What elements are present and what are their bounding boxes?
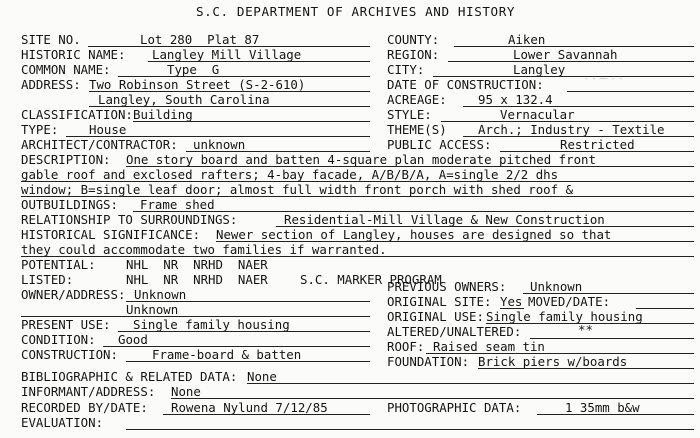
architect-value: unknown: [193, 137, 246, 152]
listed-options: NHL NR NRHD NAER: [126, 272, 268, 287]
moved-date-underline: [636, 308, 694, 309]
date-of-construction-label: DATE OF CONSTRUCTION:: [387, 77, 544, 92]
recorded-by-label: RECORDED BY/DATE:: [21, 400, 148, 415]
construction-label: CONSTRUCTION:: [21, 347, 118, 362]
owner-line1: Unknown: [134, 287, 187, 302]
historic-name-label: HISTORIC NAME:: [21, 47, 126, 62]
address-label: ADDRESS:: [21, 77, 81, 92]
site-no-value: Lot 280 Plat 87: [140, 32, 260, 47]
bibliographic-label: BIBLIOGRAPHIC & RELATED DATA:: [21, 369, 238, 384]
historical-significance-line2-underline: [21, 256, 694, 257]
evaluation-label: EVALUATION:: [21, 415, 104, 430]
date-of-construction-underline: [567, 91, 694, 92]
faint-pencil-mark: - - ~~ - -: [584, 74, 623, 83]
listed-label: LISTED:: [21, 272, 74, 287]
roof-value: Raised seam tin: [433, 339, 545, 354]
classification-label: CLASSIFICATION:: [21, 107, 133, 122]
foundation-value: Brick piers w/boards: [478, 354, 628, 369]
photographic-data-underline: [537, 414, 694, 415]
description-line3-underline: [21, 196, 694, 197]
bibliographic-underline: [247, 383, 694, 384]
photographic-data-value: 1 35mm b&w: [565, 400, 640, 415]
county-value: Aiken: [508, 32, 546, 47]
construction-value: Frame-board & batten: [152, 347, 302, 362]
city-value: Langley: [513, 62, 566, 77]
address-line1: Two Robinson Street (S-2-610): [89, 77, 306, 92]
historical-significance-label: HISTORICAL SIGNIFICANCE:: [21, 227, 201, 242]
outbuildings-value: Frame shed: [140, 197, 215, 212]
relationship-value: Residential-Mill Village & New Construction: [284, 212, 605, 227]
original-use-value: Single family housing: [486, 309, 643, 324]
common-name-value: Type G: [167, 62, 220, 77]
acreage-value: 95 x 132.4: [478, 92, 553, 107]
evaluation-underline: [126, 429, 694, 430]
condition-label: CONDITION:: [21, 332, 96, 347]
relationship-label: RELATIONSHIP TO SURROUNDINGS:: [21, 212, 238, 227]
description-line3: window; B=single leaf door; almost full width front porch with shed roof &: [21, 182, 574, 197]
photographic-data-label: PHOTOGRAPHIC DATA:: [387, 400, 522, 415]
site-no-label: SITE NO.: [21, 32, 81, 47]
architect-label: ARCHITECT/CONTRACTOR:: [21, 137, 178, 152]
roof-label: ROOF:: [387, 339, 425, 354]
region-value: Lower Savannah: [513, 47, 618, 62]
city-label: CITY:: [387, 62, 425, 77]
common-name-label: COMMON NAME:: [21, 62, 111, 77]
type-label: TYPE:: [21, 122, 59, 137]
foundation-label: FOUNDATION:: [387, 354, 470, 369]
acreage-underline: [463, 106, 694, 107]
previous-owners-value: Unknown: [530, 279, 583, 294]
recorded-by-value: Rowena Nylund 7/12/85: [171, 400, 328, 415]
recorded-by-underline: [163, 414, 370, 415]
public-access-value: Restricted: [560, 137, 635, 152]
historic-name-value: Langley Mill Village: [152, 47, 302, 62]
style-label: STYLE:: [387, 107, 432, 122]
description-line2: gable roof and exclosed rafters; 4-bay facade, A/B/B/A, A=single 2/2 dhs: [21, 167, 559, 182]
address-line2: Langley, South Carolina: [98, 92, 270, 107]
original-site-label: ORIGINAL SITE:: [387, 294, 492, 309]
historical-significance-line2: they could accommodate two families if warranted.: [21, 242, 387, 257]
altered-underline: [530, 338, 694, 339]
condition-value: Good: [118, 332, 148, 347]
potential-label: POTENTIAL:: [21, 257, 96, 272]
form-header: S.C. DEPARTMENT OF ARCHIVES AND HISTORY: [196, 4, 516, 19]
type-value: House: [89, 122, 127, 137]
theme-label: THEME(S): [387, 122, 447, 137]
present-use-value: Single family housing: [133, 317, 290, 332]
informant-value: None: [171, 384, 201, 399]
altered-label: ALTERED/UNALTERED:: [387, 324, 522, 339]
theme-value: Arch.; Industry - Textile: [478, 122, 665, 137]
description-label: DESCRIPTION:: [21, 152, 111, 167]
county-label: COUNTY:: [387, 32, 440, 47]
owner-address-label: OWNER/ADDRESS:: [21, 287, 126, 302]
style-value: Vernacular: [500, 107, 575, 122]
classification-value: Building: [133, 107, 193, 122]
construction-underline: [126, 361, 370, 362]
original-site-value: Yes: [500, 294, 523, 309]
moved-date-label: MOVED/DATE:: [528, 294, 611, 309]
outbuildings-label: OUTBUILDINGS:: [21, 197, 118, 212]
description-line1: One story board and batten 4-square plan moderate pitched front: [126, 152, 596, 167]
public-access-underline: [500, 151, 694, 152]
classification-underline: [133, 121, 370, 122]
foundation-underline: [478, 368, 694, 369]
region-underline: [448, 61, 694, 62]
acreage-label: ACREAGE:: [387, 92, 447, 107]
potential-options: NHL NR NRHD NAER: [126, 257, 268, 272]
present-use-label: PRESENT USE:: [21, 317, 111, 332]
original-use-label: ORIGINAL USE:: [387, 309, 484, 324]
region-label: REGION:: [387, 47, 440, 62]
public-access-label: PUBLIC ACCESS:: [387, 137, 492, 152]
informant-label: INFORMANT/ADDRESS:: [21, 384, 156, 399]
bibliographic-value: None: [247, 369, 277, 384]
present-use-underline: [118, 331, 370, 332]
historical-significance-line1: Newer section of Langley, houses are designed so that: [216, 227, 612, 242]
marker-program: S.C. MARKER PROGRAM: [300, 272, 442, 287]
altered-value: **: [578, 322, 593, 337]
previous-owners-label: PREVIOUS OWNERS:: [387, 279, 507, 294]
owner-line2: Unknown: [126, 302, 179, 317]
informant-underline: [171, 398, 694, 399]
